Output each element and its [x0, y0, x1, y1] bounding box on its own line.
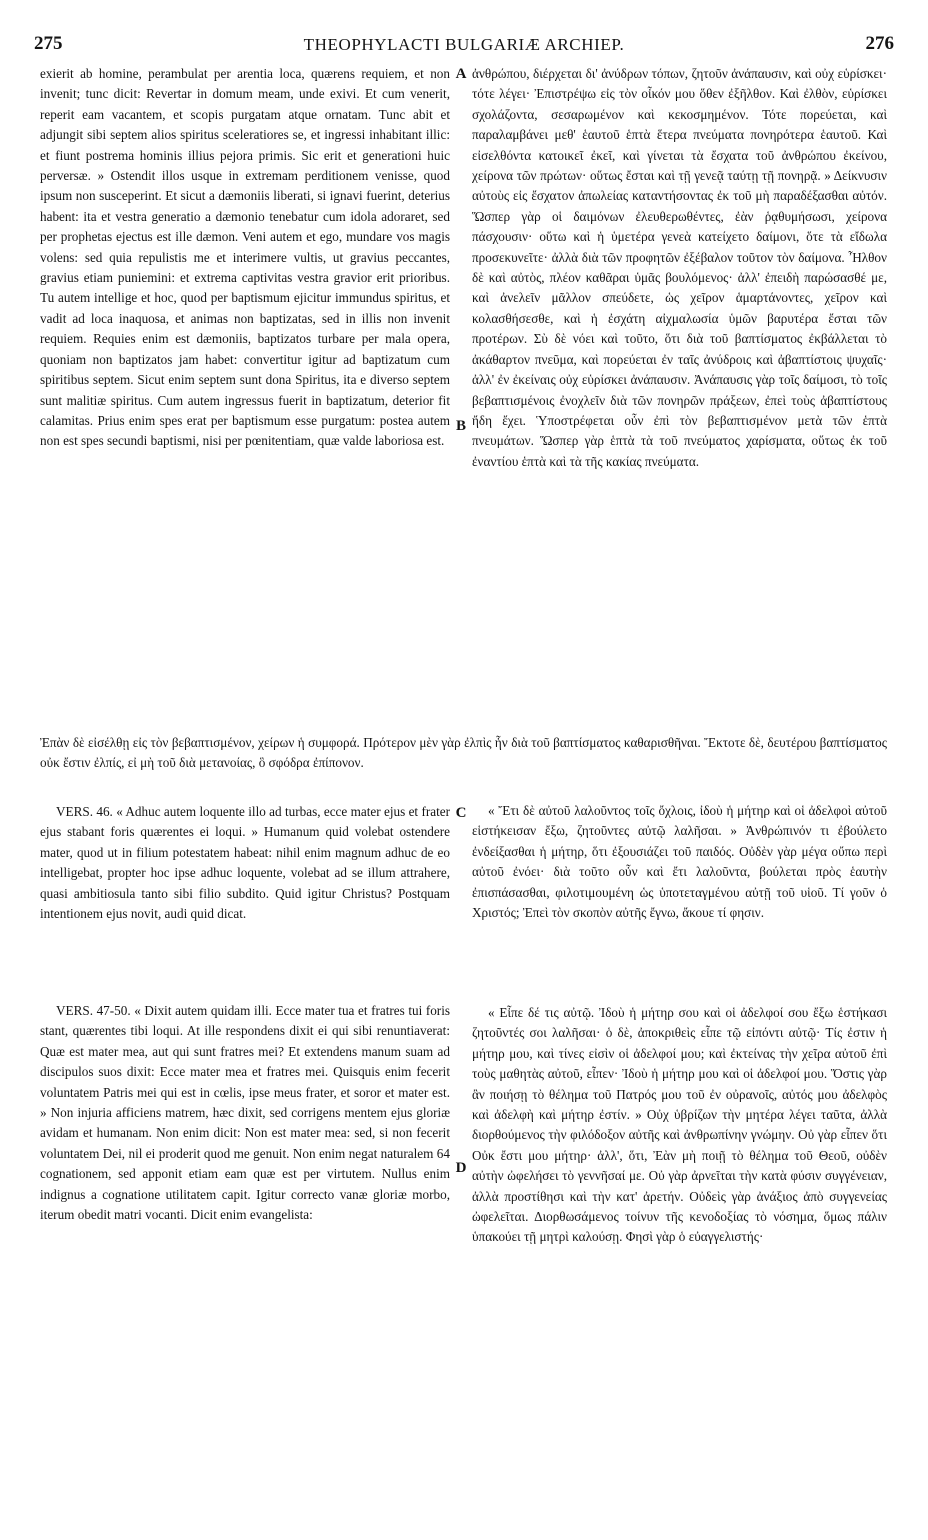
margin-marker-c: C	[455, 805, 467, 821]
page-number-right: 276	[865, 33, 894, 54]
greek-spanning-paragraph: Ἐπὰν δὲ εἰσέλθῃ εἰς τὸν βεβαπτισμένον, χείρων ἡ συμφορά. Πρότερον μὲν γὰρ ἐλπὶς ἦν διὰ τοῦ βαπτίσματος καθαρισθῆναι. Ἔκτοτε δὲ, δευτέρου βαπτίσματος οὐκ ἔστιν ἐλπίς, εἰ μὴ τοῦ διὰ μετανοίας, ὃ σφόδρα ἐπίπονον.	[40, 735, 887, 771]
greek-block-a: ἀνθρώπου, διέρχεται δι' ἀνύδρων τόπων, ζητοῦν ἀνάπαυσιν, καὶ οὐχ εὑρίσκει· τότε λέγει· Ἐπιστρέψω εἰς τὸν οἶκόν μου ὅθεν ἐξῆλθον. Καὶ ἐλθὸν, εὑρίσκει σχολάζοντα, σεσαρωμένον καὶ κεκοσμημένον. Τότε πορεύεται, καὶ παραλαμβάνει μεθ' ἑαυτοῦ ἑπτὰ ἕτερα πνεύματα πονηρότερα ἑαυτοῦ. Καὶ εἰσελθόντα κατοικεῖ ἐκεῖ, καὶ γίνεται τὰ ἔσχατα τοῦ ἀνθρώπου ἐκείνου, χείρονα τῶν πρώτων· οὕτως ἔσται καὶ τῇ γενεᾷ ταύτῃ τῇ πονηρᾷ. » Δείκνυσιν αὐτοὺς εἰς ἔσχατον ἀπωλείας καταντήσοντας ἐκ τοῦ μὴ παραδέξασθαι αὐτόν. Ὥσπερ γὰρ οἱ δαιμόνων ἐλευθερωθέντες, ἐὰν ῥᾳθυμήσωσι, χείρονα πάσχουσιν· οὕτω καὶ ἡ ὑμετέρα γενεὰ κατείχετο δαίμονι, ὅτε τὰ εἴδωλα προσεκυνεῖτε· ἀλλὰ διὰ τῶν προφητῶν ἐξέβαλον τοῦτον τὸν δαίμονα. Ἦλθον δὲ καὶ αὐτὸς, πλέον καθᾶραι ὑμᾶς βουλόμενος· ἀλλ' ἐπειδὴ παρώσασθέ με, καὶ ἀνελεῖν μᾶλλον σπεύδετε, ὡς χεῖρον ἁμαρτάνοντες, χεῖρον καὶ κολασθήσεσθε, καὶ ἡ ἐσχάτη αἰχμαλωσία ὑμῶν βαρυτέρα ἔσται τῶν προτέρων. Σὺ δὲ νόει καὶ τοῦτο, ὅτι διὰ τοῦ βαπτίσματος ἐκβάλλεται τὸ ἀκάθαρτον πνεῦμα, καὶ πορεύεται ἐν ταῖς ἀνύδροις καὶ ἀβαπτίστοις ψυχαῖς· ἀλλ' ἐν ἐκείναις οὐχ εὑρίσκει ἀνάπαυσιν. Ἀνάπαυσις γὰρ τοῖς δαίμοσι, τὸ τοῖς βεβαπτισμένοις ἐνοχλεῖν διὰ τῶν πονηρῶν πράξεων, ἐπεὶ τοὺς ἀβαπτίστους ἤδη ἔχει. Ὑποστρέφεται οὖν ἐπὶ τὸν βεβαπτισμένον μετὰ τῶν ἑπτὰ πνευμάτων. Ὥσπερ γὰρ ἑπτὰ τὰ τοῦ πνεύματος χαρίσματα, οὕτως ἐκ τοῦ ἐναντίου ἑπτὰ καὶ τὰ τῆς κακίας πνεύματα.	[472, 66, 887, 469]
margin-marker-b: B	[455, 418, 466, 434]
latin-block-c: VERS. 46. « Adhuc autem loquente illo ad turbas, ecce mater ejus et frater ejus stabant foris quærentes ei loqui. » Humanum quid volebat ostendere mater, quod ut in filium potestatem habeat: nihil enim magnum adhuc de eo intelligebat, propter hoc ipse adhuc loquente, volebat ad se illum attrahere, quasi ambitiosula tanto sibi filio subdito. Quid igitur Christus? Postquam intentionem ejus novit, audi quid dicat.	[40, 804, 450, 922]
latin-block-a: exierit ab homine, perambulat per arentia loca, quærens requiem, et non invenit; tunc dicit: Revertar in domum meam, unde exivi. Et cum venerit, reperit eam vacantem, et scopis purgatam atque ornatam. Tunc abit et adjungit sibi septem alios spiritus sceleratiores se, et ingressi inhabitant illic: et fiunt postrema hominis illius pejora primis. Sic erit et generationi huic perversæ. » Ostendit illos usque in extremam perditionem venisse, quod ipsum non susceperint. Et sicut a dæmoniis liberati, si ignavi fuerint, deterius habent: ita et vestra generatio a dæmonio tenebatur cum idola adoraret, sed per prophetas ejectus est ille dæmon. Veni autem et ego, mundare vos magis volens: sed quia repulistis me et interimere vultis, ut gravius peccantes, gravius etiam puniemini: et extrema captivitas vestra gravior erit prioribus. Tu autem intellige et hoc, quod per baptismum ejicitur immundus spiritus, et vadit ad loca inaquosa, et animas non baptizatas, sed in illis non invenit requiem. Requies enim est dæmoniis, baptizatos turbare per mala opera, quoniam non baptizatos jam habet: convertitur igitur ad baptizatum cum spiritibus septem. Sicut enim septem sunt dona Spiritus, ita e diverso septem sunt malitiæ spiritus. Cum autem ingressus fuerit in baptizatum, deterior fit calamitas. Prius enim spes erat per baptismum esse purgatum: postea autem non est spes secundi baptismi, nisi per pœnitentiam, quæ valde laboriosa est.	[40, 66, 450, 449]
page-number-left: 275	[34, 33, 63, 54]
greek-block-d: « Εἶπε δέ τις αὐτῷ. Ἰδοὺ ἡ μήτηρ σου καὶ οἱ ἀδελφοί σου ἔξω ἑστήκασι ζητοῦντές σοι λαλῆσαι· ὁ δὲ, ἀποκριθεὶς εἶπε τῷ εἰπόντι αὐτῷ· Τίς ἐστιν ἡ μήτηρ μου, καὶ τίνες εἰσὶν οἱ ἀδελφοί μου; καὶ ἐκτείνας τὴν χεῖρα αὐτοῦ ἐπὶ τοὺς μαθητὰς αὐτοῦ, εἶπεν· Ἰδοὺ ἡ μήτηρ μου καὶ οἱ ἀδελφοί μου. Ὅστις γὰρ ἂν ποιήσῃ τὸ θέλημα τοῦ Πατρός μου τοῦ ἐν οὐρανοῖς, αὐτός μου ἀδελφὸς καὶ ἀδελφὴ καὶ μήτηρ ἐστίν. » Οὐχ ὑβρίζων τὴν μητέρα λέγει ταῦτα, ἀλλὰ διορθούμενος τὴν φιλόδοξον αὐτῆς καὶ ἀνθρωπίνην γνώμην. Οὐ γὰρ εἶπεν ὅτι Οὐκ ἔστι μου μήτηρ· ἀλλ', ὅτι, Ἐὰν μὴ ποιῇ τὸ θέλημα τοῦ Θεοῦ, οὐδὲν αὐτὴν ὠφελήσει τὸ γεννῆσαί με. Οὐ γὰρ ἀρνεῖται τὴν κατὰ φύσιν συγγένειαν, ἀλλὰ προστίθησι καὶ τὴν κατ' ἀρετήν. Οὐδεὶς γὰρ ἀνάξιος ἀπὸ συγγενείας ὠφελεῖται. Διορθωσάμενος τοίνυν τῆς κενοδοξίας τὸ νόσημα, ὅμως πάλιν ὑπακούει τῇ μητρὶ καλούσῃ. Φησὶ γὰρ ὁ εὐαγγελιστής·	[472, 1005, 887, 1245]
page-header	[34, 33, 894, 61]
margin-marker-d: D	[455, 1160, 467, 1176]
running-title: THEOPHYLACTI BULGARIÆ ARCHIEP.	[303, 35, 625, 54]
margin-marker-a: A	[455, 66, 467, 82]
greek-block-c: « Ἔτι δὲ αὐτοῦ λαλοῦντος τοῖς ὄχλοις, ἰδοὺ ἡ μήτηρ καὶ οἱ ἀδελφοὶ αὐτοῦ εἱστήκεισαν ἔξω, ζητοῦντες αὐτῷ λαλῆσαι. » Ἀνθρώπινόν τι ἐβούλετο ἐνδείξασθαι ἡ μήτηρ, ὅτι ἐξουσιάζει τοῦ παιδός. Οὐδὲν γὰρ μέγα οὔπω περὶ αὐτοῦ ἐνόει· διὰ τοῦτο οὖν καὶ ἔτι λαλοῦντα, βούλεται πρὸς ἑαυτὴν ἐπισπάσασθαι, φιλοτιμουμένη ὡς ὑποτεταγμένου αὐτῇ τοῦ υἱοῦ. Τί γοῦν ὁ Χριστός; Ἐπεὶ τὸν σκοπὸν αὐτῆς ἔγνω, ἄκουε τί φησιν.	[472, 803, 887, 921]
latin-block-d: VERS. 47-50. « Dixit autem quidam illi. Ecce mater tua et fratres tui foris stant, quærentes tibi loqui. At ille respondens dixit ei qui sibi renuntiaverat: Quæ est mater mea, aut qui sunt fratres mei? Et extendens manum suam ad discipulos suos dixit: Ecce mater mea et fratres mei. Quisquis enim fecerit voluntatem Patris mei qui est in cœlis, ipse meus frater, et soror et mater est. » Non injuria afficiens matrem, hæc dixit, sed corrigens mentem ejus gloriæ avidam et humanam. Non enim dicit: Non est mater mea: sed, si non fecerit voluntatem Dei, nil ei proderit quod me genuit. Non enim negat naturalem 64 cognationem, sed apponit etiam eam quæ est per virtutem. Nullus enim indignus a cognatione utilitatem capit. Igitur correcto vanæ gloriæ morbo, iterum obedit matri vocanti. Dicit enim evangelista:	[40, 1003, 450, 1223]
